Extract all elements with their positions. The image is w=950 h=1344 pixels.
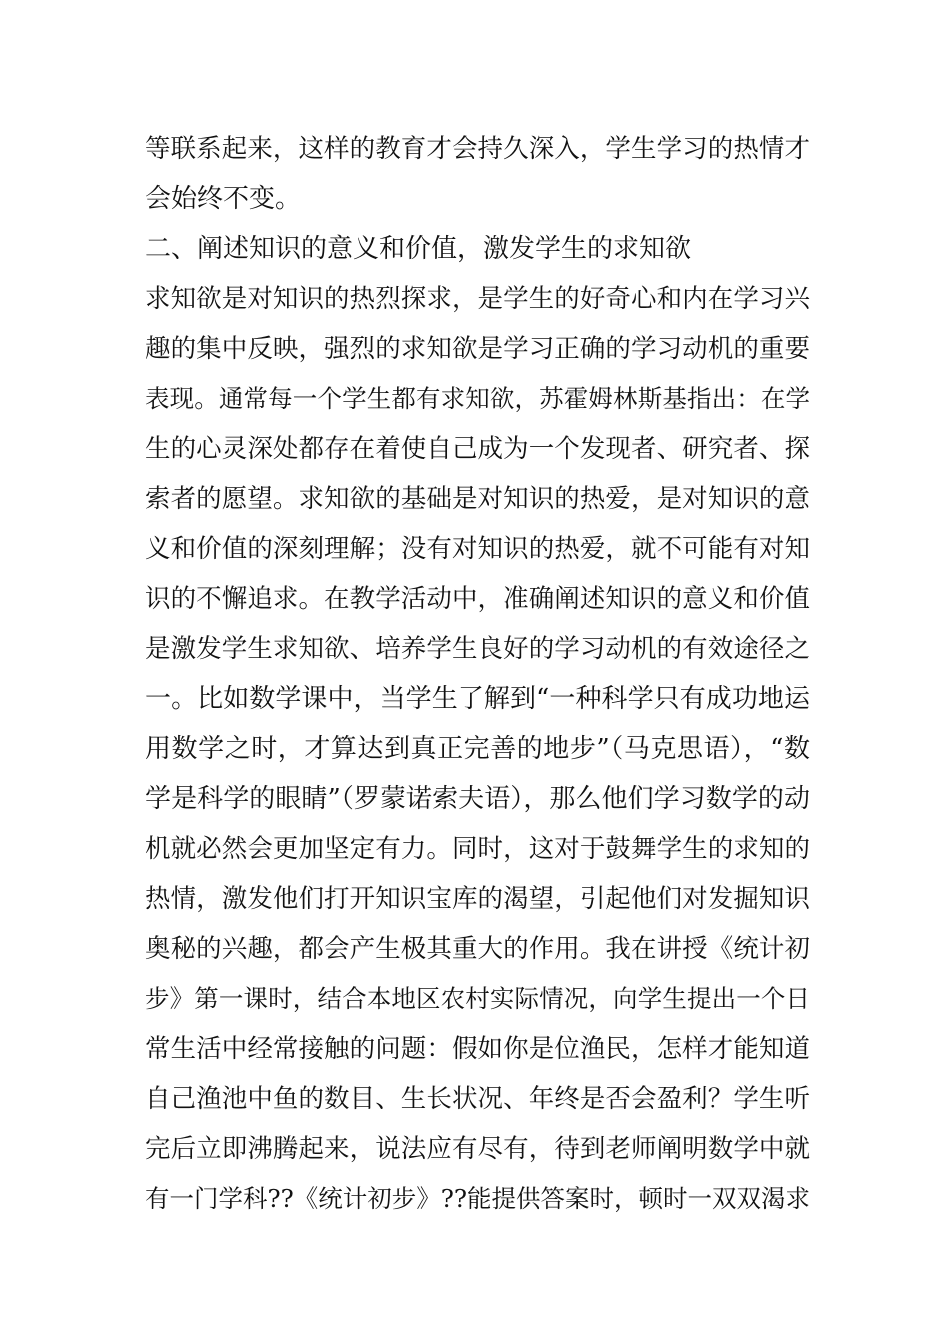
text-line-12: 一。比如数学课中，当学生了解到“一种科学只有成功地运 — [145, 684, 810, 714]
text-line-17: 奥秘的兴趣，都会产生极其重大的作用。我在讲授《统计初 — [145, 934, 810, 964]
text-line-11: 是激发学生求知欲、培养学生良好的学习动机的有效途径之 — [145, 634, 810, 664]
text-line-20: 自己渔池中鱼的数目、生长状况、年终是否会盈利？学生听 — [145, 1084, 810, 1114]
text-line-18: 步》第一课时，结合本地区农村实际情况，向学生提出一个日 — [145, 984, 810, 1013]
text-line-10: 识的不懈追求。在教学活动中，准确阐述知识的意义和价值 — [145, 584, 810, 614]
text-line-14: 学是科学的眼睛”（罗蒙诺索夫语），那么他们学习数学的动 — [145, 784, 810, 814]
text-line-21: 完后立即沸腾起来，说法应有尽有，待到老师阐明数学中就 — [145, 1134, 810, 1164]
text-line-2: 会始终不变。 — [145, 184, 302, 214]
text-line-22: 有一门学科??《统计初步》??能提供答案时，顿时一双双渴求 — [145, 1184, 810, 1213]
text-line-15: 机就必然会更加坚定有力。同时，这对于鼓舞学生的求知的 — [145, 834, 810, 864]
text-line-9: 义和价值的深刻理解；没有对知识的热爱，就不可能有对知 — [145, 534, 810, 564]
text-line-13: 用数学之时，才算达到真正完善的地步”（马克思语），“数 — [145, 734, 810, 764]
text-line-6: 表现。通常每一个学生都有求知欲，苏霍姆林斯基指出：在学 — [145, 384, 810, 413]
section-heading: 二、阐述知识的意义和价值，激发学生的求知欲 — [145, 234, 692, 264]
text-line-4: 求知欲是对知识的热烈探求，是学生的好奇心和内在学习兴 — [145, 284, 810, 314]
text-line-1: 等联系起来，这样的教育才会持久深入，学生学习的热情才 — [145, 134, 810, 164]
body-text — [145, 124, 810, 1224]
text-line-8: 索者的愿望。求知欲的基础是对知识的热爱，是对知识的意 — [145, 484, 810, 514]
text-line-7: 生的心灵深处都存在着使自己成为一个发现者、研究者、探 — [145, 434, 810, 464]
text-line-16: 热情，激发他们打开知识宝库的渴望，引起他们对发掘知识 — [145, 884, 810, 914]
text-line-19: 常生活中经常接触的问题：假如你是位渔民，怎样才能知道 — [145, 1034, 810, 1064]
text-line-5: 趣的集中反映，强烈的求知欲是学习正确的学习动机的重要 — [145, 334, 810, 364]
